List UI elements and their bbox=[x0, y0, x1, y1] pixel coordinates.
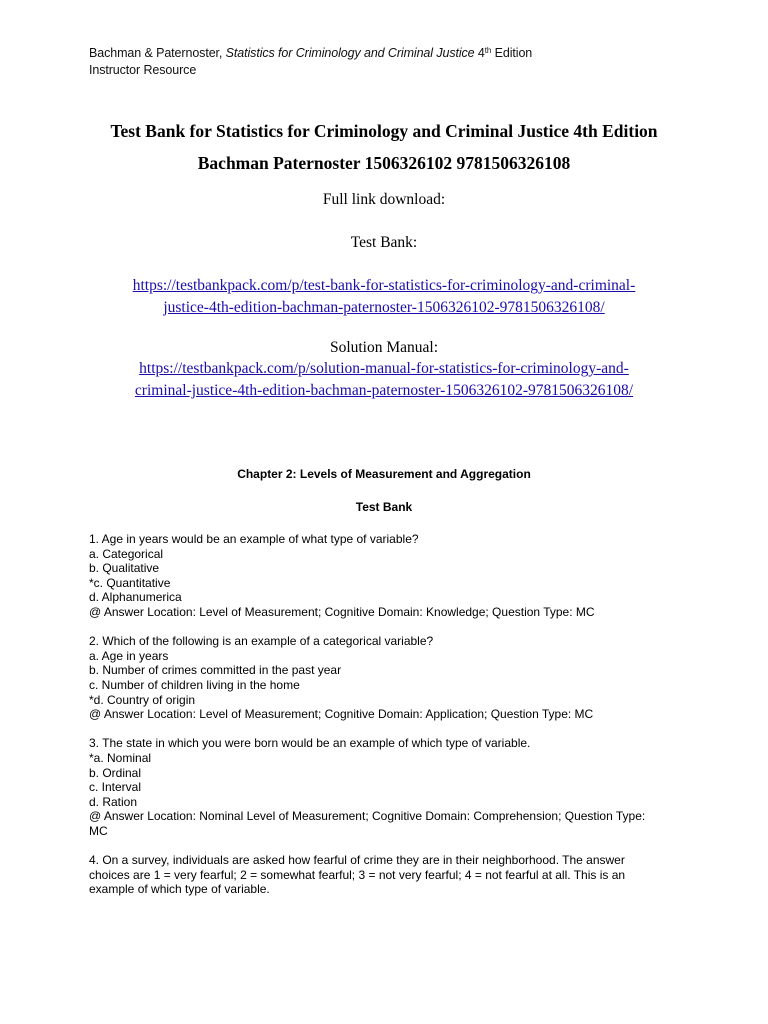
answer-metadata: @ Answer Location: Level of Measurement; Cognitive Domain: Application; Question Type: MC bbox=[89, 707, 594, 722]
answer-option: d. Ration bbox=[89, 794, 138, 809]
answer-metadata: @ Answer Location: Level of Measurement; Cognitive Domain: Knowledge; Question Type: MC bbox=[89, 604, 595, 619]
running-header bbox=[89, 45, 532, 79]
question-line: 2. Which of the following is an example of a categorical variable? bbox=[89, 634, 434, 649]
answer-option: *d. Country of origin bbox=[89, 692, 196, 707]
header-edition-word: Edition bbox=[491, 46, 533, 60]
header-edition-sup: th bbox=[484, 46, 492, 55]
question-item bbox=[89, 634, 679, 722]
test-bank-label: Test Bank: bbox=[350, 234, 418, 251]
answer-option: *c. Quantitative bbox=[89, 575, 171, 590]
header-book-title: Statistics for Criminology and Criminal Justice bbox=[225, 46, 475, 60]
question-item bbox=[89, 853, 679, 897]
header-line-2: Instructor Resource bbox=[89, 63, 197, 77]
header-edition-num: 4 bbox=[474, 46, 485, 60]
header-line-1 bbox=[89, 45, 532, 62]
question-item bbox=[89, 532, 679, 620]
solution-url-line-1[interactable]: https://testbankpack.com/p/solution-manual-for-statistics-for-criminology-and- bbox=[139, 360, 629, 377]
header-authors: Bachman & Paternoster, bbox=[89, 46, 226, 60]
answer-metadata: MC bbox=[89, 823, 108, 838]
answer-metadata: @ Answer Location: Nominal Level of Measurement; Cognitive Domain: Comprehension; Question Type: bbox=[89, 809, 646, 824]
question-line: example of which type of variable. bbox=[89, 882, 270, 897]
answer-option: c. Number of children living in the home bbox=[89, 677, 300, 692]
title-line-2: Bachman Paternoster 1506326102 9781506326108 bbox=[197, 153, 571, 173]
answer-option: a. Categorical bbox=[89, 546, 164, 561]
question-list bbox=[89, 532, 679, 911]
solution-manual-link[interactable] bbox=[0, 358, 768, 402]
test-bank-url-line-1[interactable]: https://testbankpack.com/p/test-bank-for-statistics-for-criminology-and-criminal- bbox=[132, 277, 636, 294]
document-title bbox=[0, 115, 768, 179]
question-line: choices are 1 = very fearful; 2 = somewhat fearful; 3 = not very fearful; 4 = not fearful at all. This is an bbox=[89, 867, 626, 882]
answer-option: a. Age in years bbox=[89, 648, 169, 663]
solution-url-line-2[interactable]: criminal-justice-4th-edition-bachman-paternoster-1506326102-9781506326108/ bbox=[134, 382, 634, 399]
test-bank-url-line-2[interactable]: justice-4th-edition-bachman-paternoster-1506326102-9781506326108/ bbox=[163, 299, 605, 316]
answer-option: d. Alphanumerica bbox=[89, 590, 182, 605]
answer-option: b. Number of crimes committed in the past year bbox=[89, 663, 342, 678]
answer-option: b. Ordinal bbox=[89, 765, 142, 780]
test-bank-heading: Test Bank bbox=[355, 500, 413, 514]
chapter-title: Chapter 2: Levels of Measurement and Aggregation bbox=[237, 467, 531, 481]
question-line: 1. Age in years would be an example of what type of variable? bbox=[89, 532, 419, 546]
question-item bbox=[89, 736, 679, 838]
question-line: 3. The state in which you were born would be an example of which type of variable. bbox=[89, 736, 531, 751]
answer-option: b. Qualitative bbox=[89, 561, 160, 576]
answer-option: c. Interval bbox=[89, 780, 142, 795]
solution-manual-label: Solution Manual: bbox=[329, 339, 439, 356]
answer-option: *a. Nominal bbox=[89, 750, 152, 765]
question-line: 4. On a survey, individuals are asked how fearful of crime they are in their neighborhood. The answer bbox=[89, 853, 625, 868]
full-link-label: Full link download: bbox=[322, 191, 446, 208]
title-line-1: Test Bank for Statistics for Criminology and Criminal Justice 4th Edition bbox=[110, 121, 658, 141]
test-bank-link[interactable] bbox=[0, 275, 768, 319]
